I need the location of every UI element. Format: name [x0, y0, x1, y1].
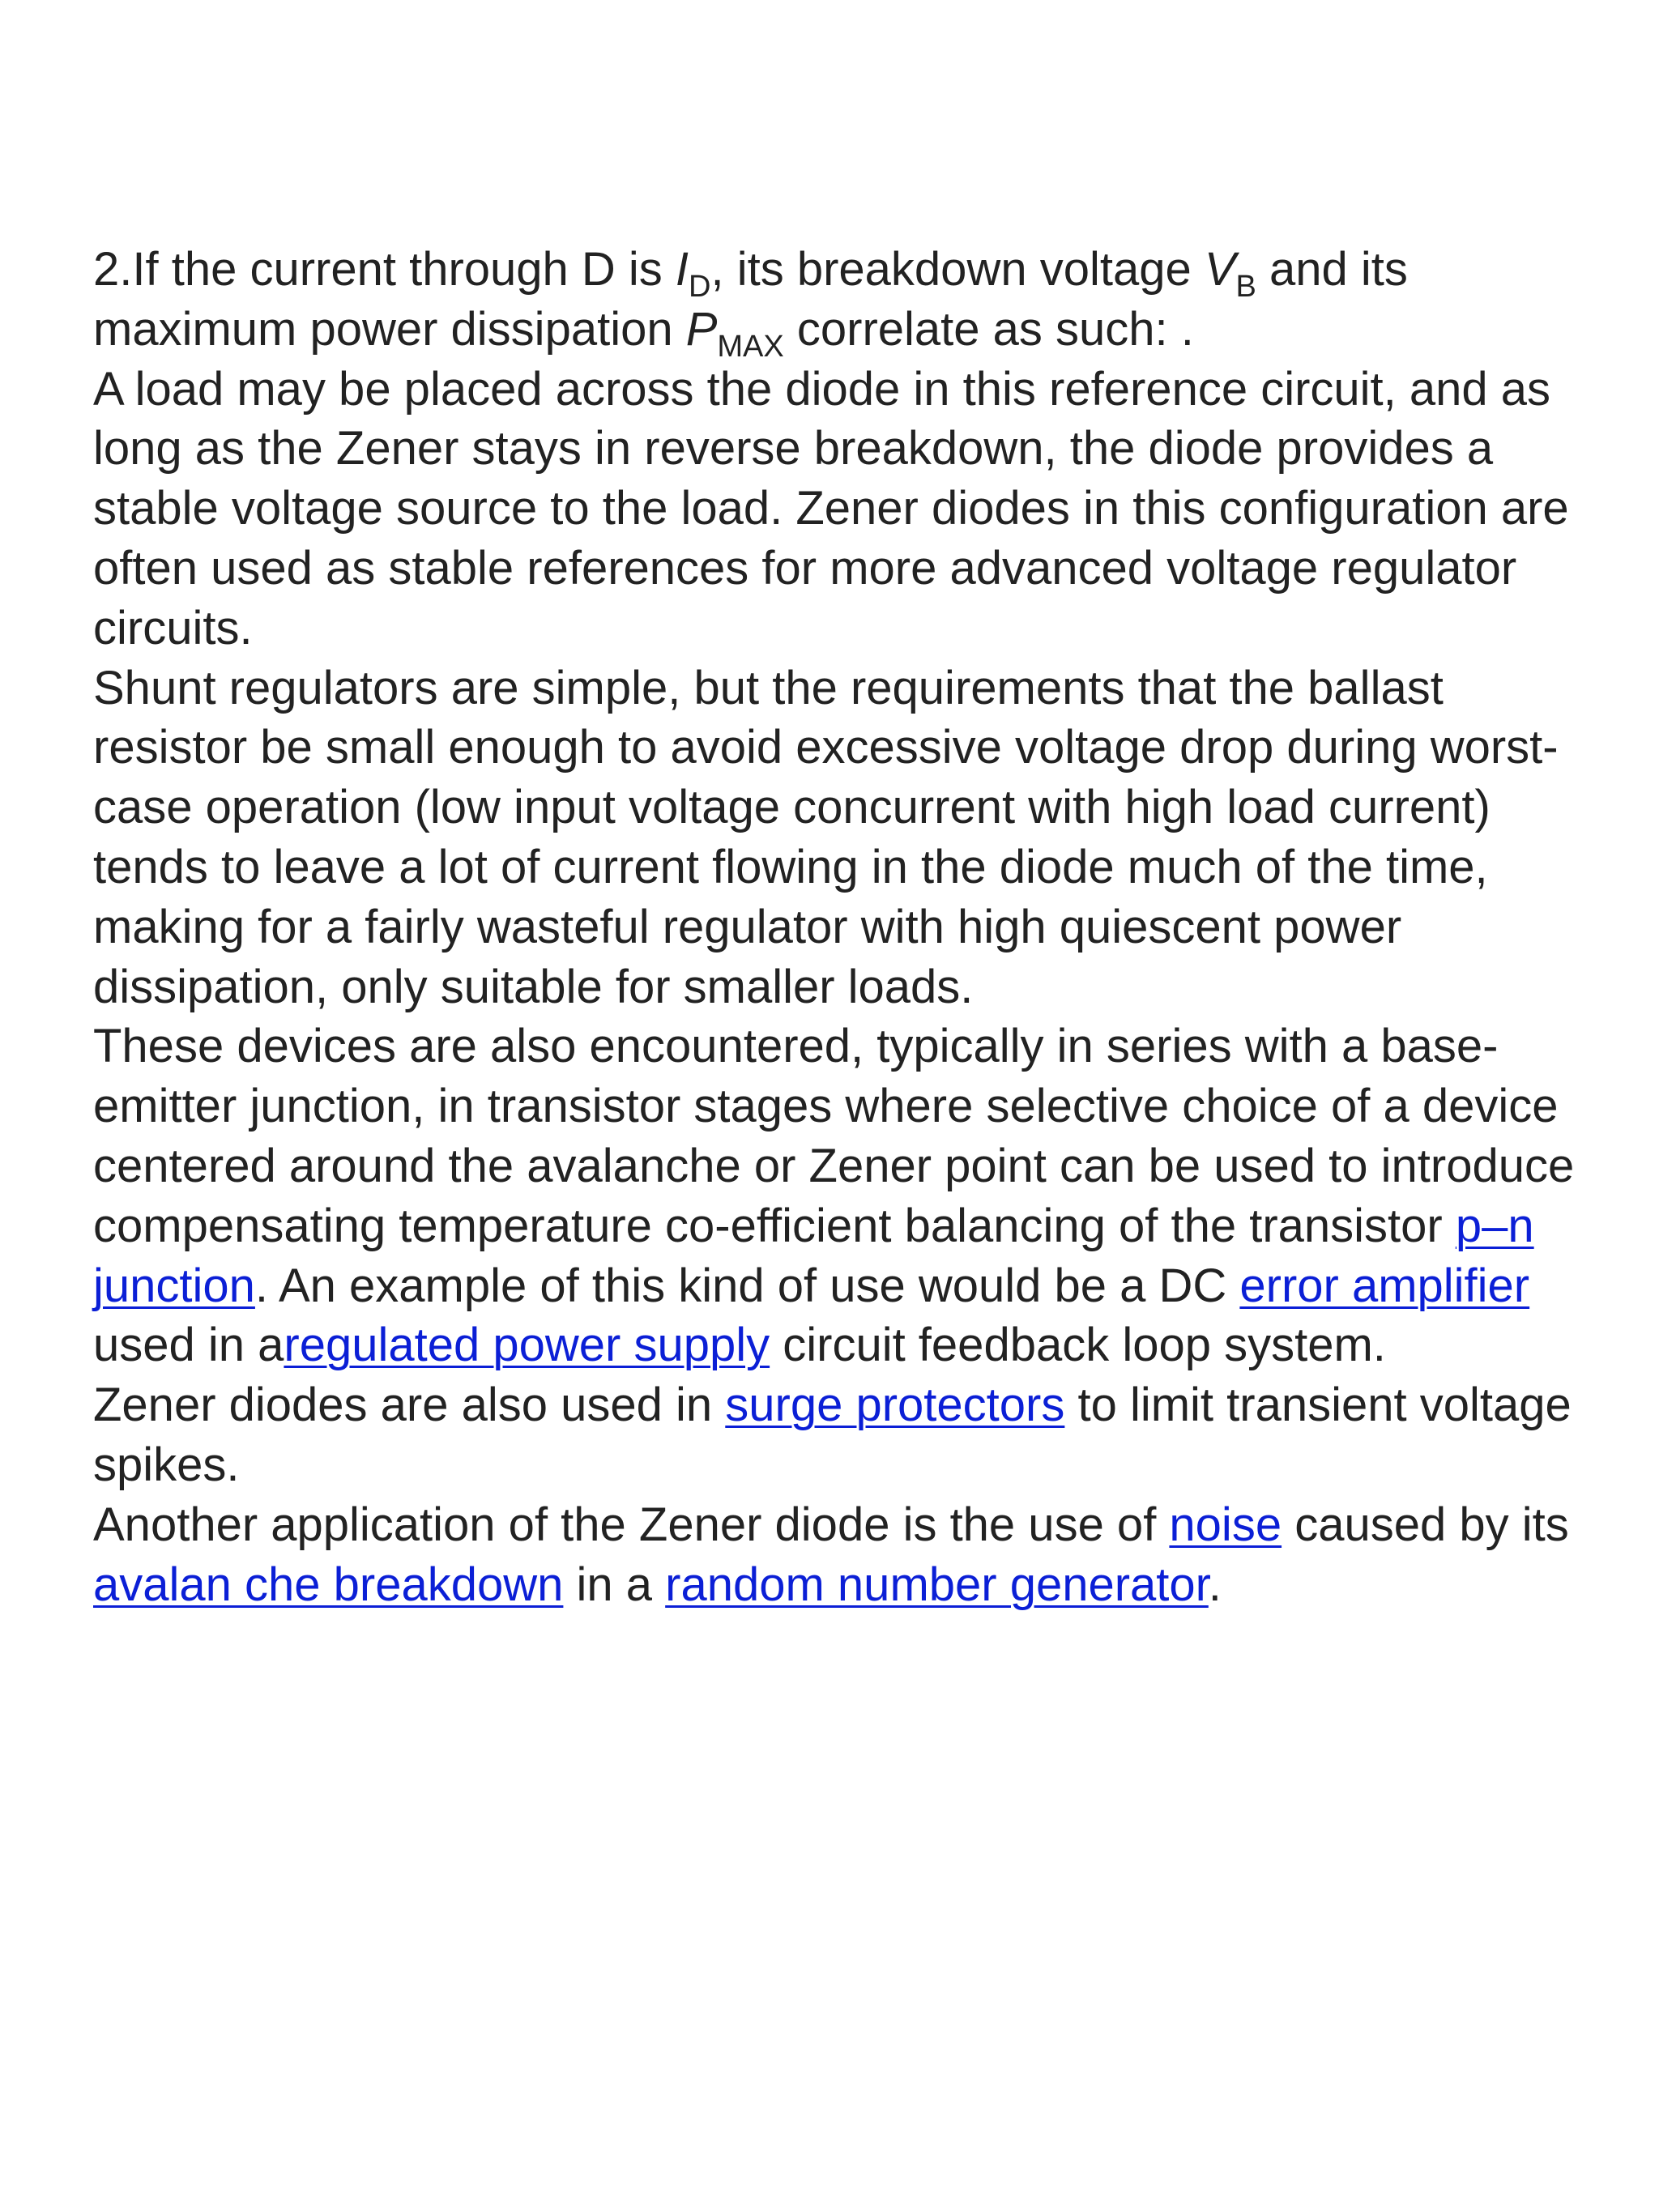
text-run: . An example of this kind of use would be a DC	[254, 1259, 1240, 1312]
symbol-letter: I	[675, 243, 689, 296]
voltage-subscript: B	[1235, 270, 1256, 304]
paragraph-transistor-stages	[93, 1016, 1584, 1375]
text-run: in a	[563, 1558, 666, 1611]
paragraph-noise-application	[93, 1495, 1584, 1615]
link-surge-protectors[interactable]: surge protectors	[725, 1379, 1065, 1432]
text-run: , its breakdown voltage	[710, 243, 1205, 296]
link-noise[interactable]: noise	[1169, 1498, 1282, 1551]
paragraph-surge-protectors	[93, 1375, 1584, 1495]
link-random-number-generator[interactable]: random number generator	[665, 1558, 1209, 1611]
link-avalanche-breakdown[interactable]: avalan che breakdown	[93, 1558, 564, 1611]
text-run: caused by its	[1282, 1498, 1569, 1551]
document-body	[93, 240, 1584, 1614]
paragraph-zener-correlation	[93, 240, 1584, 364]
text-run: 2.If the current through D is	[93, 243, 676, 296]
text-run: correlate as such: .	[783, 302, 1194, 356]
symbol-letter: V	[1204, 243, 1236, 296]
text-run: Another application of the Zener diode is the use of	[93, 1498, 1170, 1551]
power-symbol	[686, 303, 718, 356]
text-run: Zener diodes are also used in	[93, 1379, 726, 1432]
text-run: and its maximum power dissipation	[93, 243, 1408, 356]
text-run: .	[1208, 1558, 1222, 1611]
link-pn-junction[interactable]: p–n junction	[93, 1199, 1534, 1312]
power-subscript: MAX	[717, 329, 784, 364]
voltage-symbol	[1205, 243, 1236, 296]
text-run: circuit feedback loop system.	[770, 1319, 1386, 1372]
link-error-amplifier[interactable]: error amplifier	[1239, 1259, 1530, 1312]
text-run: These devices are also encountered, typically in series with a base-emitter junction, in transistor stages where selective choice of a device centered around the avalanche or Zener point can be used to introduce compensating temperature co-efficient balancing of the transistor	[93, 1020, 1575, 1252]
text-run: used in a	[93, 1319, 284, 1372]
current-subscript: D	[689, 270, 711, 304]
symbol-letter: P	[685, 302, 718, 356]
current-symbol	[676, 243, 689, 296]
paragraph-shunt-regulators: Shunt regulators are simple, but the requirements that the ballast resistor be small enough to avoid excessive voltage drop during worst-case operation (low input voltage concurrent with high load current) tends to leave a lot of current flowing in the diode much of the time, making for a fairly wasteful regulator with high quiescent power dissipation, only suitable for smaller loads.	[93, 661, 1559, 1013]
paragraph-reference-circuit: A load may be placed across the diode in this reference circuit, and as long as the Zener stays in reverse breakdown, the diode provides a stable voltage source to the load. Zener diodes in this configuration are often used as stable references for more advanced voltage regulator circuits.	[93, 362, 1569, 654]
link-regulated-power-supply[interactable]: regulated power supply	[284, 1319, 770, 1372]
text-run: to limit transient voltage spikes.	[93, 1379, 1572, 1491]
